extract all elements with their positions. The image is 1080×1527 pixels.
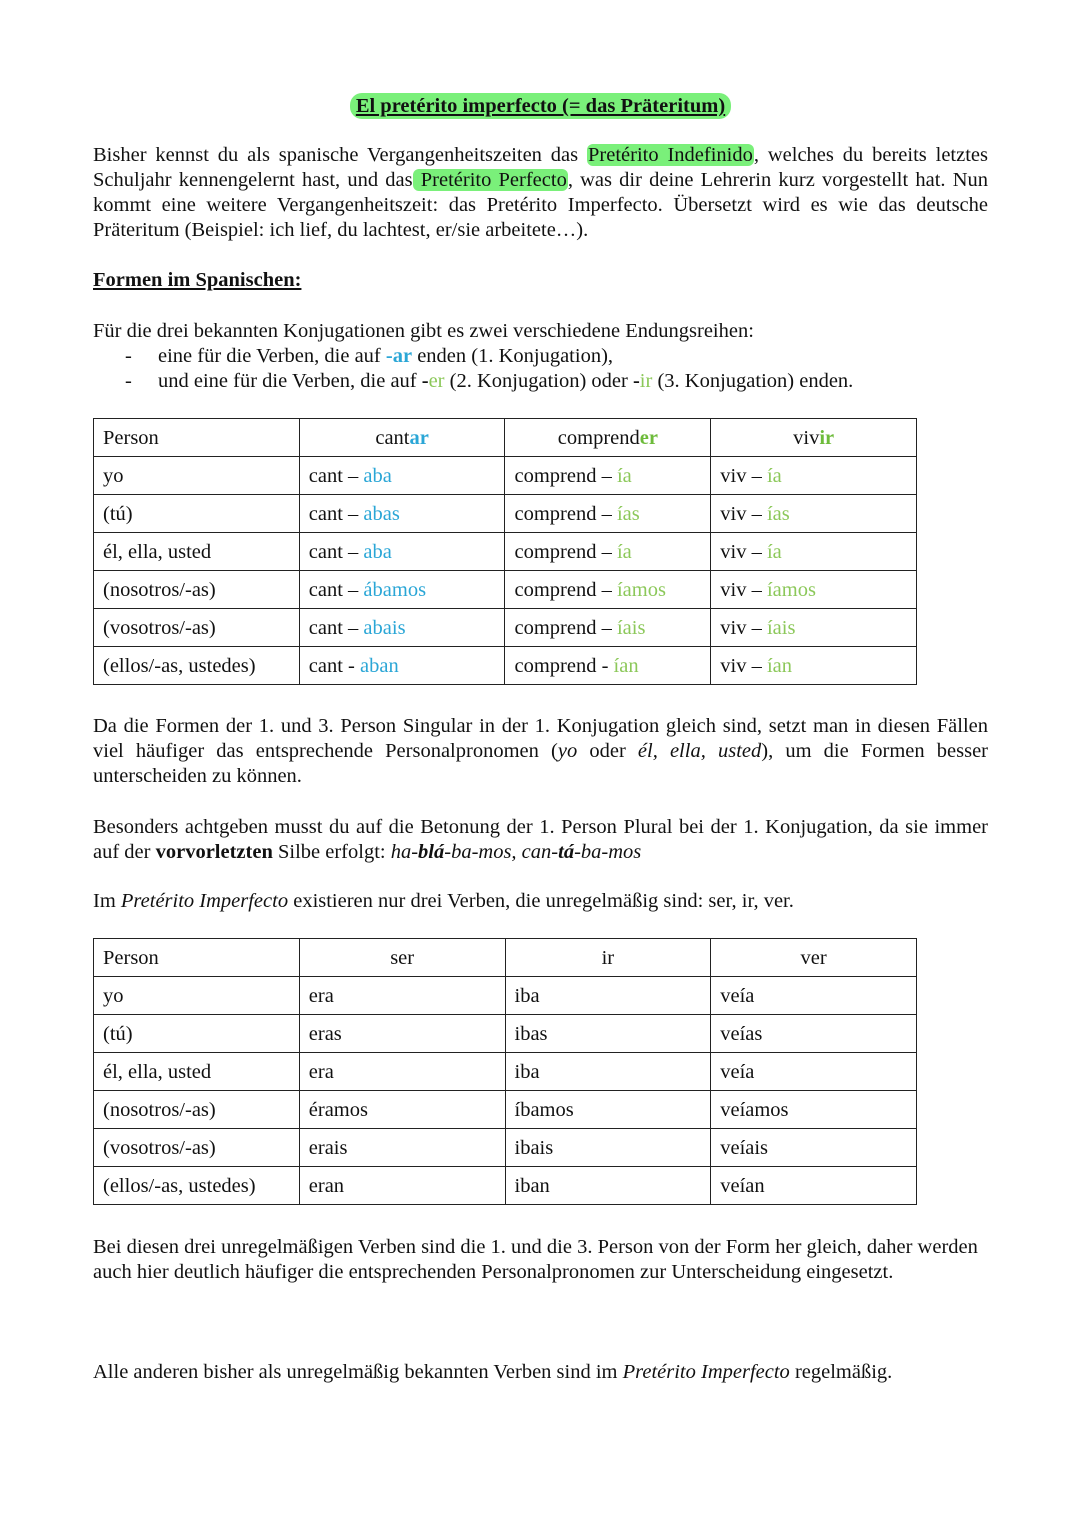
ending-dash: - xyxy=(421,370,429,392)
person-cell: él, ella, usted xyxy=(94,1053,300,1091)
vivir-cell: viv – íais xyxy=(711,609,917,647)
comprender-cell: comprend – ía xyxy=(505,457,711,495)
ending-ar: -ar xyxy=(385,345,413,367)
table-row xyxy=(94,1129,917,1167)
ser-cell: erais xyxy=(299,1129,505,1167)
ser-cell: era xyxy=(299,977,505,1015)
ir-cell: iba xyxy=(505,1053,711,1091)
header-ser: ser xyxy=(299,939,505,977)
ver-cell: veías xyxy=(711,1015,917,1053)
table-row xyxy=(94,1167,917,1205)
person-cell: (ellos/-as, ustedes) xyxy=(94,1167,300,1205)
vivir-cell: viv – ía xyxy=(711,533,917,571)
intro-text-3: , was dir deine Lehrerin kurz vorgestellt hat. Nun kommt eine weitere Vergangenheitszeit: das Pretérito Imperfecto. Übersetzt wird es wie das deutsche Präteritum (Beispiel: ich lief, du lachtest, er/sie arbeitete…). xyxy=(93,169,988,241)
list-text: und eine für die Verben, die auf xyxy=(158,370,422,392)
highlight-preterito-indefinido: Pretérito Indefinido xyxy=(588,144,753,166)
irregular-conjugation-table xyxy=(93,938,917,1205)
comprender-cell: comprend – ía xyxy=(505,533,711,571)
ir-cell: iba xyxy=(505,977,711,1015)
italic-yo: yo xyxy=(557,740,578,762)
table-row xyxy=(94,1015,917,1053)
table-header-row xyxy=(94,419,917,457)
ser-cell: eras xyxy=(299,1015,505,1053)
list-item-er-ir xyxy=(93,369,853,394)
comprender-cell: comprend – íamos xyxy=(505,571,711,609)
vivir-cell: viv – ía xyxy=(711,457,917,495)
page-title: El pretérito imperfecto (= das Präteritum) xyxy=(350,93,731,119)
intro-text-1: Bisher kennst du als spanische Vergangenheitszeiten das xyxy=(93,144,587,166)
vivir-cell: viv – ías xyxy=(711,495,917,533)
ir-cell: ibas xyxy=(505,1015,711,1053)
ver-cell: veía xyxy=(711,977,917,1015)
ver-cell: veía xyxy=(711,1053,917,1091)
paragraph-same-forms: Da die Formen der 1. und 3. Person Singular in der 1. Konjugation gleich sind, setzt man in diesen Fällen viel häufiger das entsprechende Personalpronomen (yo oder él, ella, usted), um die Formen besser unterscheiden zu können. xyxy=(93,715,988,787)
paragraph-final: Alle anderen bisher als unregelmäßig bekannten Verben sind im Pretérito Imperfecto regelmäßig. xyxy=(93,1361,893,1383)
cantar-cell: cant – aba xyxy=(299,533,505,571)
person-cell: (nosotros/-as) xyxy=(94,571,300,609)
header-ver: ver xyxy=(711,939,917,977)
italic-term: Pretérito Imperfecto xyxy=(622,1361,790,1383)
stress-examples: ha-blá-ba-mos, can-tá-ba-mos xyxy=(390,841,642,863)
table-row xyxy=(94,533,917,571)
table-row xyxy=(94,1053,917,1091)
header-person: Person xyxy=(94,419,300,457)
paragraph-irregular-same: Bei diesen drei unregelmäßigen Verben sind die 1. und die 3. Person von der Form her gleich, daher werden auch hier deutlich häufiger die entsprechenden Personalpronomen zur Unterscheidung eingesetzt. xyxy=(93,1236,978,1283)
cantar-cell: cant – aba xyxy=(299,457,505,495)
ir-cell: iban xyxy=(505,1167,711,1205)
cantar-cell: cant – abas xyxy=(299,495,505,533)
list-text: (3. Konjugation) enden. xyxy=(652,370,854,392)
header-ir: ir xyxy=(505,939,711,977)
cantar-cell: cant - aban xyxy=(299,647,505,685)
ending-dash: - xyxy=(632,370,640,392)
ser-cell: eran xyxy=(299,1167,505,1205)
italic-el-ella-usted: él, ella, usted xyxy=(637,740,762,762)
table-row xyxy=(94,495,917,533)
header-vivir: vivir xyxy=(711,419,917,457)
person-cell: (tú) xyxy=(94,495,300,533)
bold-vorvorletzten: vorvorletzten xyxy=(155,841,273,863)
list-dash: - xyxy=(125,345,132,367)
list-text: (2. Konjugation) oder xyxy=(444,370,633,392)
ser-cell: éramos xyxy=(299,1091,505,1129)
list-text: eine für die Verben, die auf xyxy=(158,345,386,367)
ir-cell: ibais xyxy=(505,1129,711,1167)
list-text: enden (1. Konjugation), xyxy=(412,345,614,367)
table-row xyxy=(94,571,917,609)
list-item-ar xyxy=(93,344,853,369)
header-comprender: comprender xyxy=(505,419,711,457)
cantar-cell: cant – abais xyxy=(299,609,505,647)
comprender-cell: comprend – ías xyxy=(505,495,711,533)
intro-text-2: , welches du bereits letztes Schuljahr kennengelernt hast, und das xyxy=(93,144,988,191)
table-row xyxy=(94,1091,917,1129)
person-cell: (vosotros/-as) xyxy=(94,1129,300,1167)
person-cell: yo xyxy=(94,457,300,495)
comprender-cell: comprend - ían xyxy=(505,647,711,685)
ver-cell: veíamos xyxy=(711,1091,917,1129)
person-cell: él, ella, usted xyxy=(94,533,300,571)
ending-ir: ir xyxy=(639,370,653,392)
ver-cell: veían xyxy=(711,1167,917,1205)
header-person: Person xyxy=(94,939,300,977)
cantar-cell: cant – ábamos xyxy=(299,571,505,609)
list-dash: - xyxy=(125,370,132,392)
vivir-cell: viv – íamos xyxy=(711,571,917,609)
person-cell: yo xyxy=(94,977,300,1015)
title-container xyxy=(93,93,988,119)
table-row xyxy=(94,977,917,1015)
table-row xyxy=(94,457,917,495)
ending-er: er xyxy=(428,370,445,392)
person-cell: (vosotros/-as) xyxy=(94,609,300,647)
ser-cell: era xyxy=(299,1053,505,1091)
paragraph-stress: Besonders achtgeben musst du auf die Betonung der 1. Person Plural bei der 1. Konjugation, da sie immer auf der vorvorletzten Silbe erfolgt: ha-blá-ba-mos, can-tá-ba-mos xyxy=(93,816,988,863)
highlight-preterito-perfecto: Pretérito Perfecto xyxy=(413,169,567,191)
person-cell: (tú) xyxy=(94,1015,300,1053)
paragraph-irregular: Im Pretérito Imperfecto existieren nur drei Verben, die unregelmäßig sind: ser, ir, ver. xyxy=(93,890,794,912)
forms-intro: Für die drei bekannten Konjugationen gibt es zwei verschiedene Endungsreihen: xyxy=(93,320,754,342)
intro-paragraph xyxy=(93,143,988,243)
conjugation-list xyxy=(93,344,853,394)
table-row xyxy=(94,609,917,647)
ver-cell: veíais xyxy=(711,1129,917,1167)
regular-conjugation-table xyxy=(93,418,917,685)
table-header-row xyxy=(94,939,917,977)
ir-cell: íbamos xyxy=(505,1091,711,1129)
header-cantar: cantar xyxy=(299,419,505,457)
table-row xyxy=(94,647,917,685)
section-heading-formen: Formen im Spanischen: xyxy=(93,269,302,291)
comprender-cell: comprend – íais xyxy=(505,609,711,647)
person-cell: (ellos/-as, ustedes) xyxy=(94,647,300,685)
person-cell: (nosotros/-as) xyxy=(94,1091,300,1129)
vivir-cell: viv – ían xyxy=(711,647,917,685)
italic-term: Pretérito Imperfecto xyxy=(120,890,289,912)
